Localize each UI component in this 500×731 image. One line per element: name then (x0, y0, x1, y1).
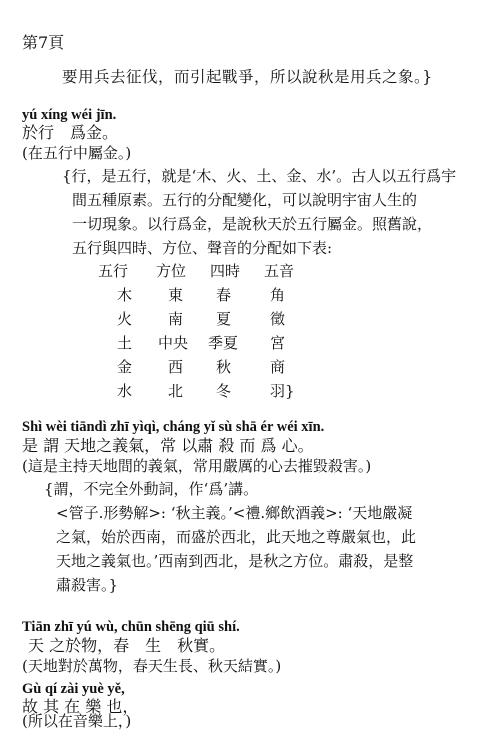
section1-note-line: 五行與四時、方位、聲音的分配如下表: (72, 239, 333, 257)
table-cell: 木 (117, 286, 133, 304)
table-header-cell: 五音 (264, 262, 295, 280)
section2-pinyin: Shì wèi tiāndì zhī yìqì, cháng yǐ sù shā ér wéi xīn. (22, 419, 325, 435)
table-cell: 西 (168, 358, 184, 376)
table-cell: 金 (117, 358, 133, 376)
section1-translation: (在五行中屬金。) (22, 144, 132, 162)
section2-note-line: 天地之義氣也。’西南到西北，是秋之方位。肅殺，是整 (56, 552, 414, 570)
page-label: 第7頁 (22, 33, 65, 52)
section1-pinyin: yú xíng wéi jīn. (22, 107, 117, 123)
table-header-cell: 四時 (210, 262, 241, 280)
table-cell: 宮 (270, 334, 286, 352)
section2-note-line: {謂，不完全外動詞，作‘爲’講。 (44, 480, 259, 498)
table-cell: 春 (216, 286, 232, 304)
section4-translation: (所以在音樂上，) (22, 712, 132, 730)
table-cell: 火 (117, 310, 133, 328)
section1-text: 於行 爲金。 (22, 123, 119, 142)
table-cell: 北 (168, 382, 184, 400)
table-cell: 秋 (216, 358, 232, 376)
section3-text: 天 之於物，春 生 秋實。 (28, 636, 226, 655)
section2-note-line: <管子.形勢解>: ‘秋主義。’<禮.鄉飲酒義>: ‘天地嚴凝 (56, 504, 413, 522)
table-header-cell: 方位 (156, 262, 187, 280)
section2-text: 是 謂 天地之義氣，常 以肅 殺 而 爲 心。 (22, 436, 314, 455)
table-cell: 水 (117, 382, 133, 400)
table-header-cell: 五行 (98, 262, 129, 280)
table-cell: 夏 (216, 310, 232, 328)
section3-translation: (天地對於萬物，春天生長、秋天結實。) (22, 657, 282, 675)
table-cell: 角 (270, 286, 286, 304)
table-cell: 中央 (158, 334, 189, 352)
table-cell: 徵 (270, 310, 286, 328)
table-cell: 冬 (216, 382, 232, 400)
section1-note-line: 間五種原素。五行的分配變化，可以說明宇宙人生的 (72, 191, 418, 209)
table-cell: 季夏 (208, 334, 239, 352)
table-cell: 土 (117, 334, 133, 352)
table-cell: 羽} (270, 382, 295, 400)
section2-translation: (這是主持天地間的義氣，常用嚴厲的心去摧毀殺害。) (22, 457, 372, 475)
section2-note-line: 肅殺害。} (56, 576, 119, 594)
section1-note-line: {行，是五行，就是‘木、火、土、金、水’。古人以五行爲宇 (62, 167, 457, 185)
section4-text: 故 其 在 樂 也， (22, 697, 139, 716)
table-cell: 東 (168, 286, 184, 304)
section1-note-line: 一切現象。以行爲金，是說秋天於五行屬金。照舊說， (72, 215, 433, 233)
table-cell: 商 (270, 358, 286, 376)
section3-pinyin: Tiān zhī yú wù, chūn shēng qiū shí. (22, 619, 240, 635)
table-cell: 南 (168, 310, 184, 328)
section2-note-line: 之氣，始於西南，而盛於西北，此天地之尊嚴氣也，此 (56, 528, 417, 546)
section4-pinyin: Gù qí zài yuè yě, (22, 681, 125, 697)
intro-line: 要用兵去征伐，而引起戰爭，所以說秋是用兵之象。} (62, 68, 433, 86)
